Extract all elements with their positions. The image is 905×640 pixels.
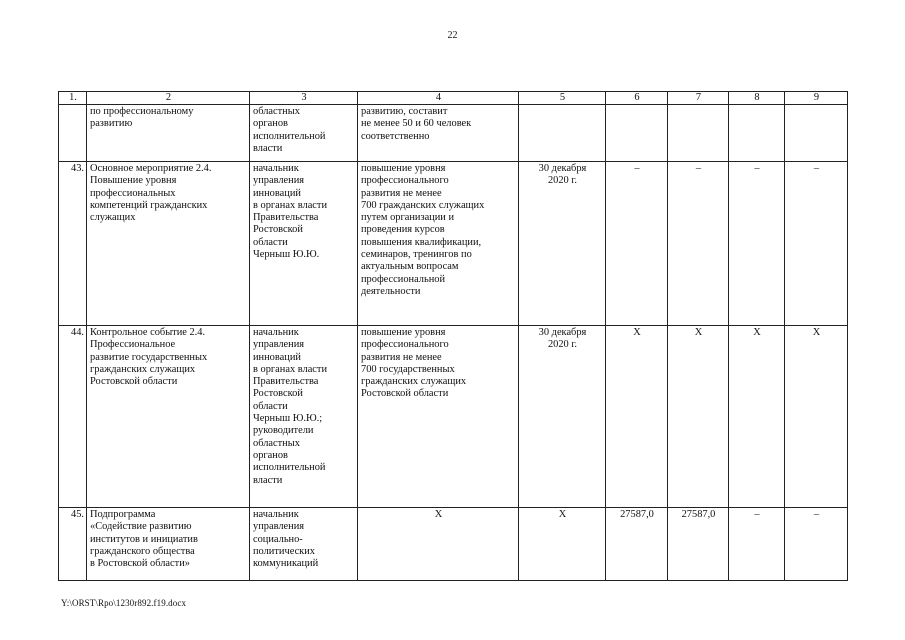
value-cell: X [729,326,785,508]
document-table [58,91,848,581]
result-cell: повышение уровня профессионального развития не менее 700 гражданских служащих путем организации и проведения курсов повышения квалификации, семинаров, тренингов по актуальным вопросам профессиональной деятельности [358,162,519,326]
value-cell: – [785,508,848,581]
table-row [59,162,848,326]
value-cell [729,105,785,162]
value-cell: X [668,326,729,508]
responsible-cell: начальник управления инноваций в органах власти Правительства Ростовской области Черныш Ю.Ю. [250,162,358,326]
header-cell: 6 [606,92,668,105]
value-cell [668,105,729,162]
table-header-row [59,92,848,105]
value-cell: – [668,162,729,326]
header-cell: 8 [729,92,785,105]
value-cell: – [729,508,785,581]
header-cell: 1. [59,92,87,105]
table-row [59,508,848,581]
activity-name-cell: Контрольное событие 2.4. Профессиональное развитие государственных гражданских служащих Ростовской области [87,326,250,508]
deadline-cell: 30 декабря 2020 г. [519,162,606,326]
row-number-cell: 44. [59,326,87,508]
header-cell: 3 [250,92,358,105]
deadline-cell: X [519,508,606,581]
value-cell: – [606,162,668,326]
page-number: 22 [447,30,458,41]
value-cell: – [785,162,848,326]
value-cell [606,105,668,162]
deadline-cell [519,105,606,162]
result-cell: X [358,508,519,581]
activity-name-cell: Основное мероприятие 2.4. Повышение уровня профессиональных компетенций гражданских служащих [87,162,250,326]
table-row [59,105,848,162]
footer-file-path: Y:\ORST\Rpo\1230r892.f19.docx [61,598,187,608]
row-number-cell: 45. [59,508,87,581]
value-cell: 27587,0 [606,508,668,581]
header-cell: 7 [668,92,729,105]
result-cell: повышение уровня профессионального развития не менее 700 государственных гражданских служащих Ростовской области [358,326,519,508]
responsible-cell: начальник управления социально- политических коммуникаций [250,508,358,581]
activity-name-cell: Подпрограмма «Содействие развитию институтов и инициатив гражданского общества в Ростовской области» [87,508,250,581]
row-number-cell [59,105,87,162]
result-cell: развитию, составит не менее 50 и 60 человек соответственно [358,105,519,162]
responsible-cell: областных органов исполнительной власти [250,105,358,162]
header-cell: 9 [785,92,848,105]
value-cell: – [729,162,785,326]
value-cell: X [606,326,668,508]
responsible-cell: начальник управления инноваций в органах власти Правительства Ростовской области Черныш Ю.Ю.; руководители областных органов исполнительной власти [250,326,358,508]
deadline-cell: 30 декабря 2020 г. [519,326,606,508]
row-number-cell: 43. [59,162,87,326]
value-cell: 27587,0 [668,508,729,581]
header-cell: 4 [358,92,519,105]
value-cell [785,105,848,162]
header-cell: 2 [87,92,250,105]
table-row [59,326,848,508]
header-cell: 5 [519,92,606,105]
value-cell: X [785,326,848,508]
activity-name-cell: по профессиональному развитию [87,105,250,162]
